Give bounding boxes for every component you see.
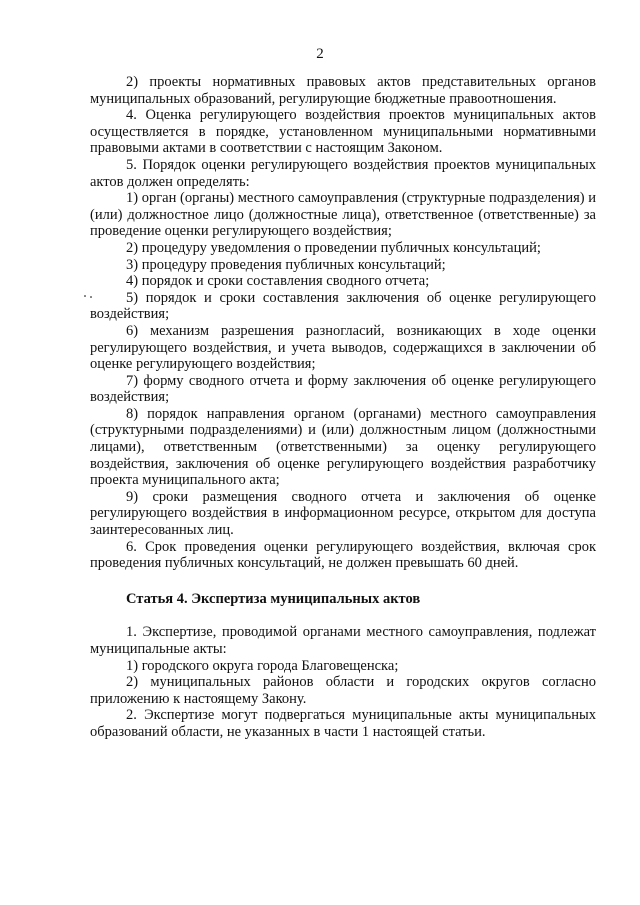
paragraph: 8) порядок направления органом (органами) местного самоуправления (структурными подразделениями) и (или) должностным лицом (должностными лицами), ответственным (ответственными) за оценку регулирующего воздействия, заключения об оценке регулирующего воздействия разработчику проекта муниципального акта; bbox=[90, 405, 596, 489]
paragraph: 1. Экспертизе, проводимой органами местного самоуправления, подлежат муниципальные акты: bbox=[90, 624, 596, 657]
paragraph: 5. Порядок оценки регулирующего воздействия проектов муниципальных актов должен определять: bbox=[90, 156, 596, 190]
paragraph: 1) орган (органы) местного самоуправления (структурные подразделения) и (или) должностное лицо (должностные лица), ответственное (ответственные) за проведение оценки регулирующего воздействия; bbox=[90, 190, 596, 240]
paragraph: 5) порядок и сроки составления заключения об оценке регулирующего воздействия; bbox=[90, 289, 596, 323]
paragraph: 2. Экспертизе могут подвергаться муниципальные акты муниципальных образований области, не указанных в части 1 настоящей статьи. bbox=[90, 707, 596, 740]
paragraph: 9) сроки размещения сводного отчета и заключения об оценке регулирующего воздействия в информационном ресурсе, открытом для доступа заинтересованных лиц. bbox=[90, 488, 596, 539]
document-body bbox=[90, 74, 596, 741]
paragraph: 4) порядок и сроки составления сводного отчета; bbox=[126, 273, 430, 290]
paragraph: 7) форму сводного отчета и форму заключения об оценке регулирующего воздействия; bbox=[90, 372, 596, 406]
paragraph: 3) процедуру проведения публичных консультаций; bbox=[126, 256, 446, 273]
paragraph: 1) городского округа города Благовещенска; bbox=[126, 657, 399, 674]
article-heading: Статья 4. Экспертиза муниципальных актов bbox=[126, 590, 421, 607]
paragraph: 2) муниципальных районов области и городских округов согласно приложению к настоящему Закону. bbox=[90, 674, 596, 707]
paragraph: 2) процедуру уведомления о проведении публичных консультаций; bbox=[126, 239, 541, 256]
paragraph: 6) механизм разрешения разногласий, возникающих в ходе оценки регулирующего воздействия, и учета выводов, содержащихся в заключении об оценке регулирующего воздействия; bbox=[90, 322, 596, 373]
paragraph: 6. Срок проведения оценки регулирующего воздействия, включая срок проведения публичных консультаций, не должен превышать 60 дней. bbox=[90, 538, 596, 572]
paragraph: 2) проекты нормативных правовых актов представительных органов муниципальных образований, регулирующие бюджетные правоотношения. bbox=[90, 74, 596, 107]
paragraph: 4. Оценка регулирующего воздействия проектов муниципальных актов осуществляется в порядке, установленном муниципальными нормативными правовыми актами в соответствии с настоящим Законом. bbox=[90, 107, 596, 157]
page-number: 2 bbox=[316, 46, 324, 62]
